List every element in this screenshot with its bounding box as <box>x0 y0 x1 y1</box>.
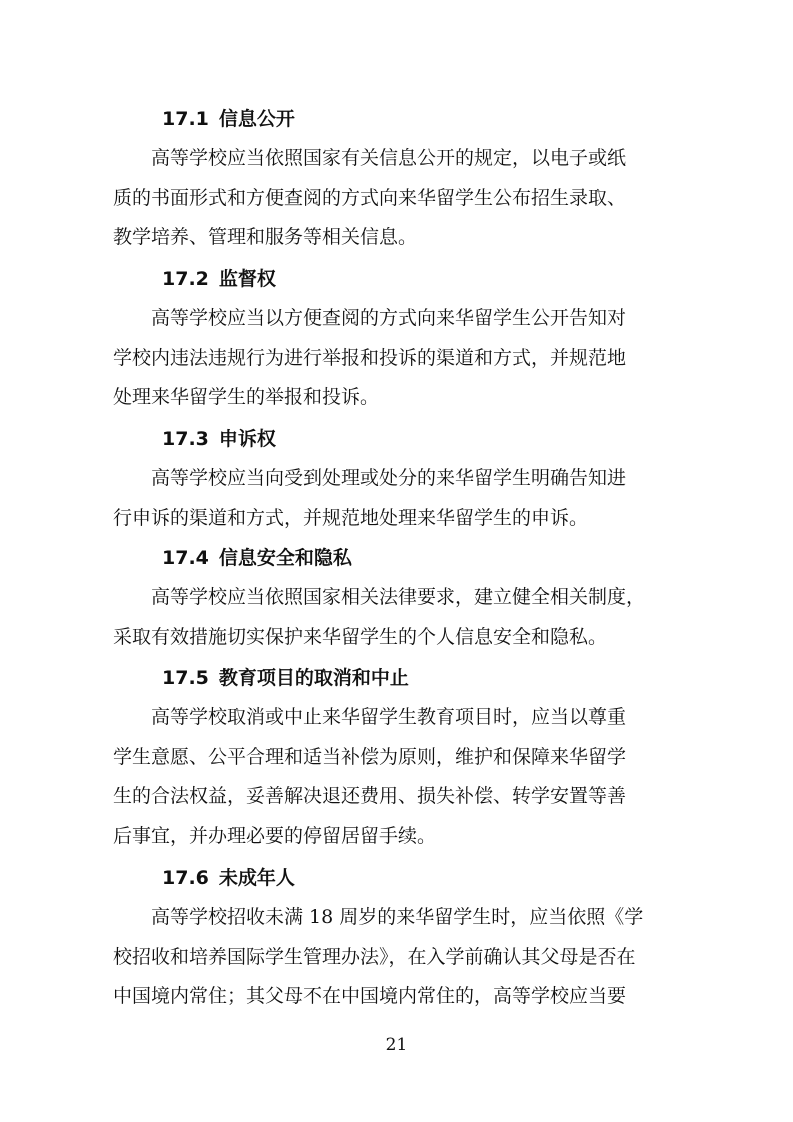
section-number: 17.2 <box>162 268 209 290</box>
section-number: 17.5 <box>162 667 209 689</box>
section-body-17-6 <box>113 898 673 1017</box>
section-number: 17.1 <box>162 108 209 130</box>
section-number: 17.3 <box>162 428 209 450</box>
section-number: 17.4 <box>162 547 209 569</box>
paragraph-line: 学生意愿、公平合理和适当补偿为原则，维护和保障来华留学 <box>113 745 627 768</box>
section-heading-17-6 <box>162 865 295 891</box>
section-heading-17-4 <box>162 545 352 571</box>
paragraph-line: 校招收和培养国际学生管理办法》，在入学前确认其父母是否在 <box>113 945 636 968</box>
paragraph-line: 生的合法权益，妥善解决退还费用、损失补偿、转学安置等善 <box>113 785 627 807</box>
page-number: 21 <box>385 1035 408 1055</box>
paragraph-line: 处理来华留学生的举报和投诉。 <box>113 386 380 408</box>
section-body-17-3 <box>113 459 673 538</box>
section-heading-17-1 <box>162 106 295 132</box>
paragraph-line: 采取有效措施切实保护来华留学生的个人信息安全和隐私。 <box>113 625 608 648</box>
section-title: 监督权 <box>218 268 276 290</box>
paragraph-line: 高等学校取消或中止来华留学生教育项目时，应当以尊重 <box>113 706 627 728</box>
section-title: 信息安全和隐私 <box>218 547 352 569</box>
section-heading-17-2 <box>162 266 276 292</box>
paragraph-line: 学校内违法违规行为进行举报和投诉的渠道和方式，并规范地 <box>113 346 627 369</box>
paragraph-line: 行申诉的渠道和方式，并规范地处理来华留学生的申诉。 <box>113 506 589 529</box>
paragraph-line: 高等学校应当以方便查阅的方式向来华留学生公开告知对 <box>113 307 627 329</box>
paragraph-line: 后事宜，并办理必要的停留居留手续。 <box>113 824 437 847</box>
section-heading-17-3 <box>162 426 276 452</box>
paragraph-line: 质的书面形式和方便查阅的方式向来华留学生公布招生录取、 <box>113 186 627 209</box>
section-body-17-5 <box>113 698 673 856</box>
paragraph-line: 高等学校应当依照国家有关信息公开的规定，以电子或纸 <box>113 147 627 169</box>
section-title: 教育项目的取消和中止 <box>218 667 409 689</box>
section-heading-17-5 <box>162 665 409 691</box>
section-body-17-4 <box>113 578 673 657</box>
section-title: 未成年人 <box>218 867 295 889</box>
section-number: 17.6 <box>162 867 209 889</box>
section-title: 申诉权 <box>218 428 276 450</box>
paragraph-line: 高等学校应当依照国家相关法律要求，建立健全相关制度， <box>113 586 646 608</box>
section-body-17-2 <box>113 299 673 418</box>
paragraph-line: 高等学校招收未满 18 周岁的来华留学生时，应当依照《学 <box>113 906 644 928</box>
section-title: 信息公开 <box>218 108 295 130</box>
section-body-17-1 <box>113 139 673 258</box>
paragraph-line: 中国境内常住；其父母不在中国境内常住的，高等学校应当要 <box>113 985 627 1007</box>
paragraph-line: 高等学校应当向受到处理或处分的来华留学生明确告知进 <box>113 467 627 489</box>
paragraph-line: 教学培养、管理和服务等相关信息。 <box>113 226 418 248</box>
